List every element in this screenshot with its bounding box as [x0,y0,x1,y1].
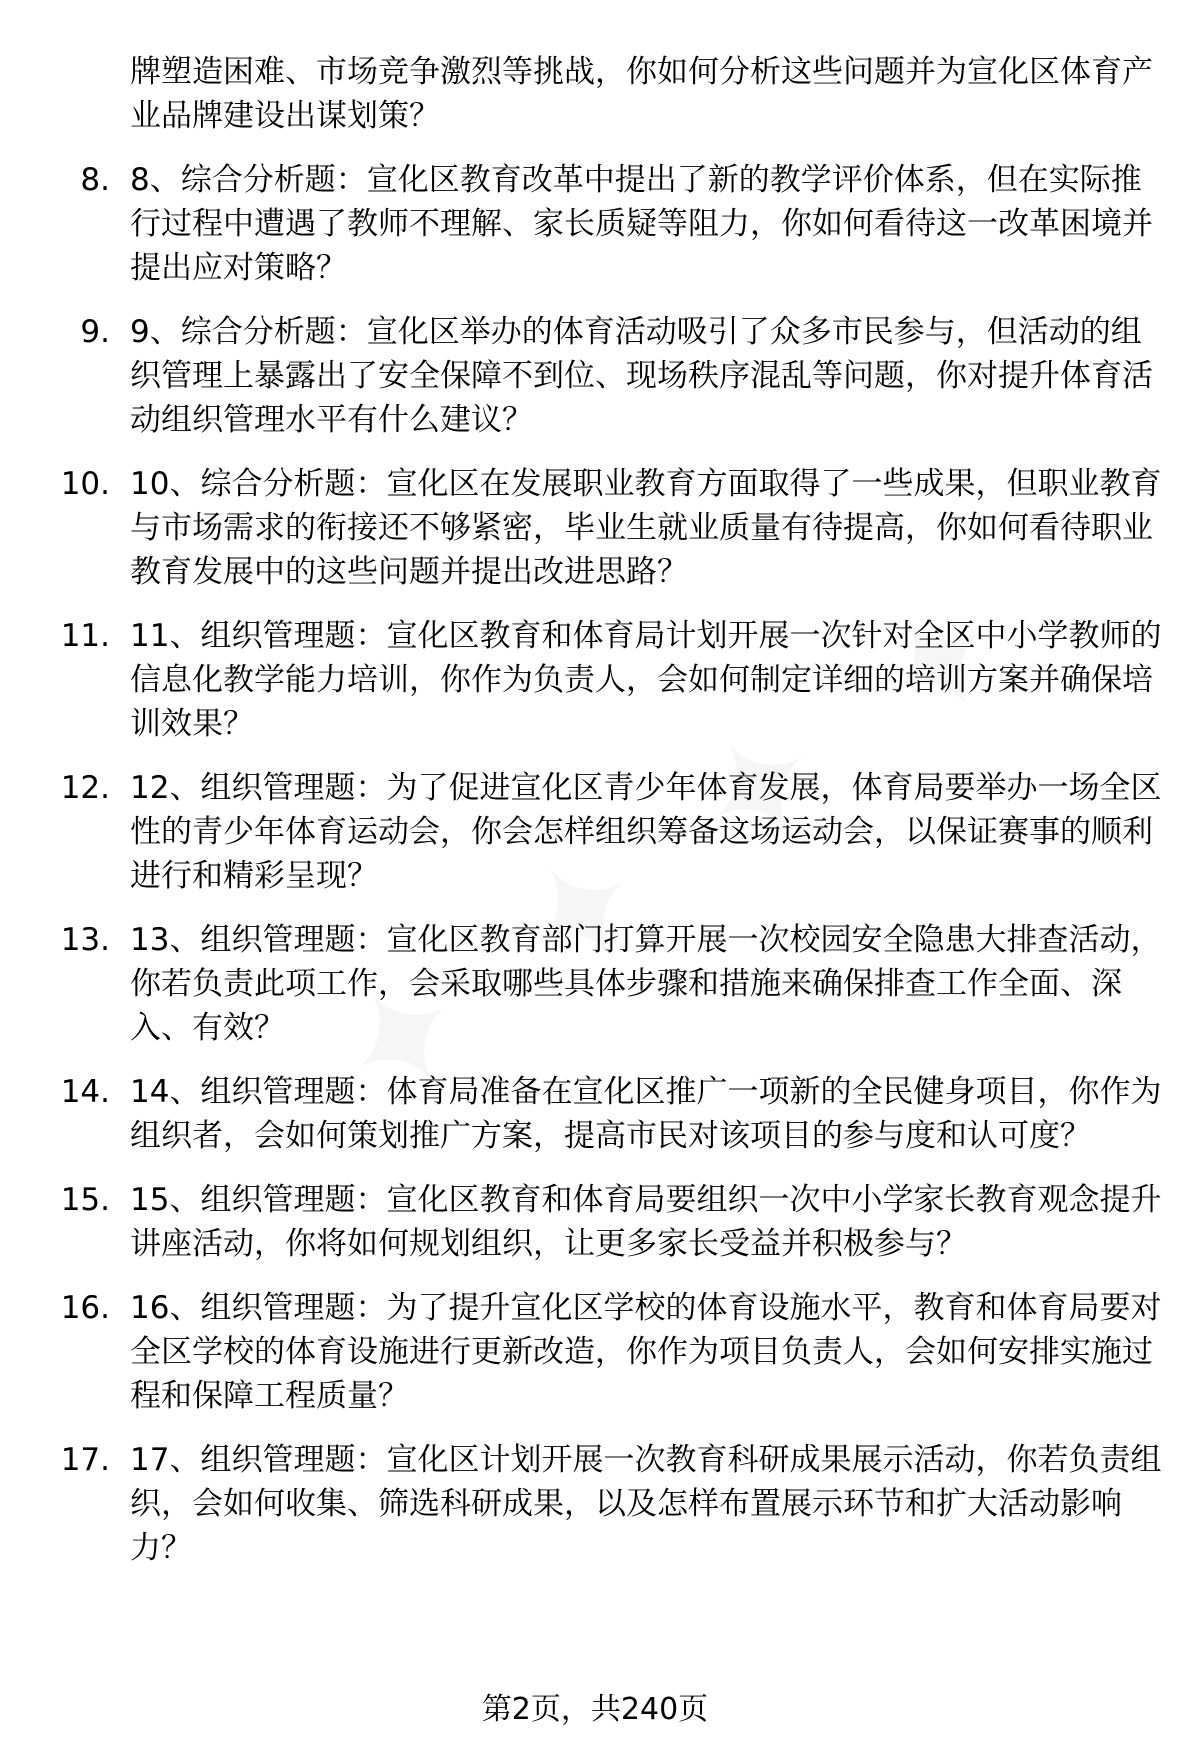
question-item-13 [0,918,1190,1050]
question-text: 9、综合分析题：宣化区举办的体育活动吸引了众多市民参与，但活动的组织管理上暴露出了安全保障不到位、现场秩序混乱等问题，你对提升体育活动组织管理水平有什么建议？ [130,314,1153,438]
question-text: 13、组织管理题：宣化区教育部门打算开展一次校园安全隐患大排查活动，你若负责此项工作，会采取哪些具体步骤和措施来确保排查工作全面、深入、有效？ [130,922,1162,1046]
question-text: 15、组织管理题：宣化区教育和体育局要组织一次中小学家长教育观念提升讲座活动，你将如何规划组织，让更多家长受益并积极参与？ [130,1182,1162,1262]
question-item-10 [0,462,1190,594]
question-item-8 [0,158,1190,290]
question-text: 16、组织管理题：为了提升宣化区学校的体育设施水平，教育和体育局要对全区学校的体育设施进行更新改造，你作为项目负责人，会如何安排实施过程和保障工程质量？ [130,1290,1162,1414]
question-number: 17. [60,1442,110,1478]
continuation-text: 牌塑造困难、市场竞争激烈等挑战，你如何分析这些问题并为宣化区体育产业品牌建设出谋划策？ [130,54,1153,134]
question-number: 16. [60,1290,110,1326]
question-item-17 [0,1438,1190,1570]
question-text: 14、组织管理题：体育局准备在宣化区推广一项新的全民健身项目，你作为组织者，会如何策划推广方案，提高市民对该项目的参与度和认可度？ [130,1074,1162,1154]
continuation-paragraph [0,50,1190,138]
page-footer: 第2页，共240页 [481,1692,709,1727]
question-number: 10. [60,466,110,502]
question-text: 11、组织管理题：宣化区教育和体育局计划开展一次针对全区中小学教师的信息化教学能力培训，你作为负责人，会如何制定详细的培训方案并确保培训效果？ [130,618,1162,742]
question-text: 10、综合分析题：宣化区在发展职业教育方面取得了一些成果，但职业教育与市场需求的衔接还不够紧密，毕业生就业质量有待提高，你如何看待职业教育发展中的这些问题并提出改进思路？ [130,466,1162,590]
question-list [0,50,1190,1590]
question-number: 11. [60,618,110,654]
question-item-9 [0,310,1190,442]
question-text: 12、组织管理题：为了促进宣化区青少年体育发展，体育局要举办一场全区性的青少年体育运动会，你会怎样组织筹备这场运动会，以保证赛事的顺利进行和精彩呈现？ [130,770,1162,894]
question-number: 12. [60,770,110,806]
question-number: 14. [60,1074,110,1110]
question-item-14 [0,1070,1190,1158]
question-number: 15. [60,1182,110,1218]
question-number: 9. [80,314,110,350]
question-item-11 [0,614,1190,746]
question-text: 8、综合分析题：宣化区教育改革中提出了新的教学评价体系，但在实际推行过程中遭遇了教师不理解、家长质疑等阻力，你如何看待这一改革困境并提出应对策略？ [130,162,1153,286]
question-text: 17、组织管理题：宣化区计划开展一次教育科研成果展示活动，你若负责组织，会如何收集、筛选科研成果，以及怎样布置展示环节和扩大活动影响力？ [130,1442,1162,1566]
question-item-16 [0,1286,1190,1418]
question-number: 8. [80,162,110,198]
question-number: 13. [60,922,110,958]
question-item-15 [0,1178,1190,1266]
question-item-12 [0,766,1190,898]
